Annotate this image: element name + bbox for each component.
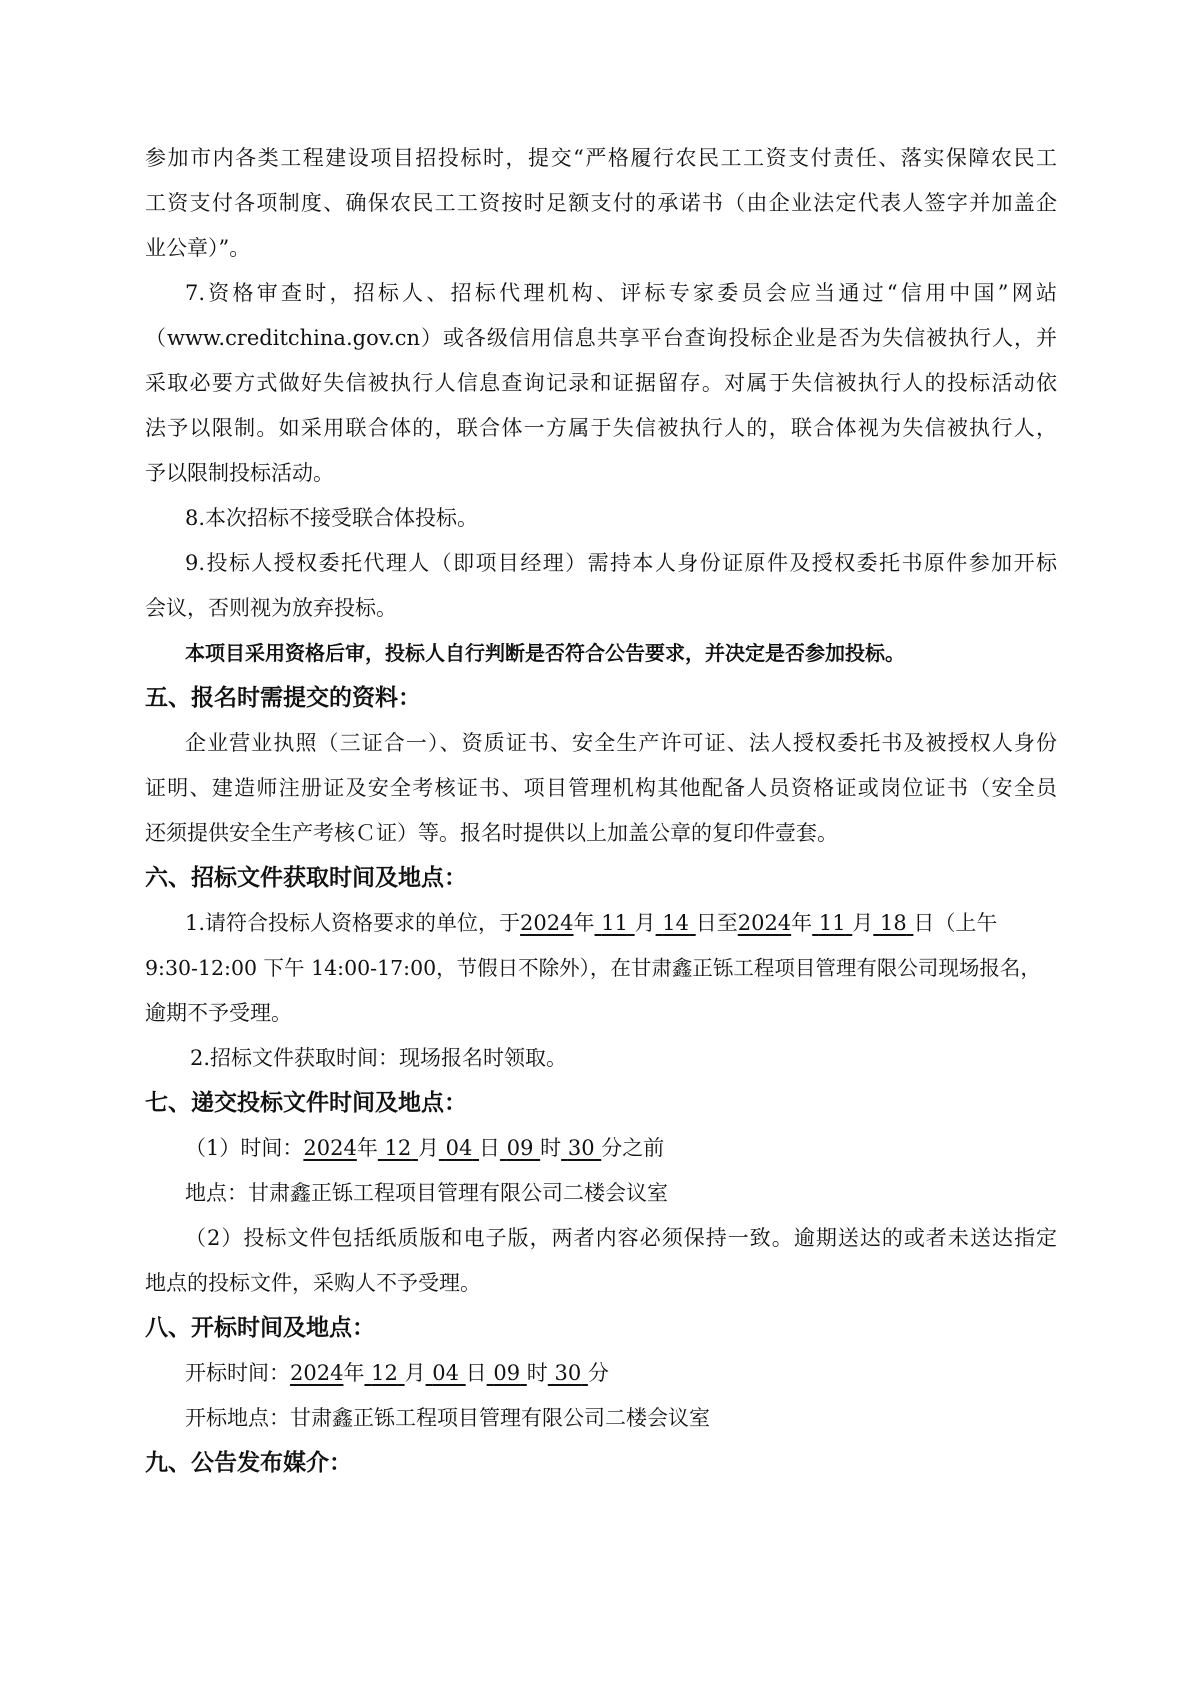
year-label: 年 (791, 911, 813, 935)
year-label: 年 (573, 911, 595, 935)
month-label: 月 (634, 911, 656, 935)
section-6-item-1-line: 逾期不予受理。 (145, 1001, 292, 1025)
section-7-item-2-line: 地点的投标文件，采购人不予受理。 (145, 1271, 481, 1295)
item-text: 日至 (695, 911, 738, 935)
item-text: 日（上午 (913, 911, 998, 935)
submission-minute: 30 (567, 1136, 595, 1160)
qualification-notice: 本项目采用资格后审，投标人自行判断是否符合公告要求，并决定是否参加投标。 (185, 641, 905, 665)
submission-month: 12 (384, 1136, 412, 1160)
opening-month: 12 (371, 1361, 398, 1385)
section-7-heading: 七、递交投标文件时间及地点： (145, 1090, 467, 1116)
opening-hour: 09 (493, 1361, 521, 1385)
submission-time: （1）时间：2024年 12 月 04 日 09 时 30 分之前 (185, 1136, 665, 1160)
item-7-line: 采取必要方式做好失信被执行人信息查询记录和证据留存。对属于失信被执行人的投标活动依 (145, 371, 1057, 395)
paragraph-line: 业公章）”。 (145, 236, 251, 260)
opening-time: 开标时间：2024年 12 月 04 日 09 时 30 分 (185, 1361, 609, 1385)
section-5-line: 企业营业执照（三证合一）、资质证书、安全生产许可证、法人授权委托书及被授权人身份 (185, 731, 1057, 755)
section-5-line: 证明、建造师注册证及安全考核证书、项目管理机构其他配备人员资格证或岗位证书（安全员 (145, 776, 1057, 800)
start-year: 2024 (520, 911, 574, 935)
paragraph-line: 工资支付各项制度、确保农民工工资按时足额支付的承诺书（由企业法定代表人签字并加盖企 (145, 191, 1057, 215)
end-month: 11 (818, 911, 846, 935)
item-text: （1）时间： (185, 1136, 304, 1160)
item-text: 1.请符合投标人资格要求的单位，于 (185, 911, 521, 935)
section-8-heading: 八、开标时间及地点： (145, 1315, 375, 1341)
opening-year: 2024 (290, 1361, 344, 1385)
paragraph-line: 参加市内各类工程建设项目招投标时，提交“严格履行农民工工资支付责任、落实保障农民工 (145, 146, 1057, 170)
section-6-item-1-line (185, 908, 997, 938)
section-9-heading: 九、公告发布媒介： (145, 1450, 352, 1476)
section-5-heading: 五、报名时需提交的资料： (145, 685, 421, 711)
section-5-line: 还须提供安全生产考核Ｃ证）等。报名时提供以上加盖公章的复印件壹套。 (145, 821, 838, 845)
opening-location: 开标地点：甘肃鑫正铄工程项目管理有限公司二楼会议室 (185, 1406, 710, 1430)
item-7-line: （www.creditchina.gov.cn）或各级信用信息共享平台查询投标企业是否为失信被执行人，并 (145, 326, 1057, 350)
start-month: 11 (601, 911, 628, 935)
item-9-line: 9.投标人授权委托代理人（即项目经理）需持本人身份证原件及授权委托书原件参加开标 (185, 551, 1057, 575)
item-9-line: 会议，否则视为放弃投标。 (145, 596, 397, 620)
section-6-heading: 六、招标文件获取时间及地点： (145, 865, 467, 891)
submission-year: 2024 (303, 1136, 357, 1160)
section-6-item-1-line: 9:30-12:00 下午 14:00-17:00，节假日不除外），在甘肃鑫正铄工程项目管理有限公司现场报名， (145, 956, 1041, 980)
submission-day: 04 (445, 1136, 473, 1160)
section-6-item-2: 2.招标文件获取时间：现场报名时领取。 (190, 1046, 568, 1070)
end-year: 2024 (737, 911, 792, 935)
item-7-line: 7.资格审查时，招标人、招标代理机构、评标专家委员会应当通过“信用中国”网站 (185, 281, 1057, 305)
submission-hour: 09 (506, 1136, 534, 1160)
item-7-line: 法予以限制。如采用联合体的，联合体一方属于失信被执行人的，联合体视为失信被执行人， (145, 416, 1057, 440)
submission-location: 地点：甘肃鑫正铄工程项目管理有限公司二楼会议室 (185, 1181, 668, 1205)
start-day: 14 (662, 911, 690, 935)
section-7-item-2-line: （2）投标文件包括纸质版和电子版，两者内容必须保持一致。逾期送达的或者未送达指定 (185, 1226, 1057, 1250)
month-label: 月 (852, 911, 874, 935)
opening-day: 04 (432, 1361, 459, 1385)
opening-minute: 30 (554, 1361, 582, 1385)
end-day: 18 (879, 911, 907, 935)
item-7-line: 予以限制投标活动。 (145, 461, 334, 485)
item-8: 8.本次招标不接受联合体投标。 (185, 506, 479, 530)
item-text: 开标时间： (185, 1361, 290, 1385)
